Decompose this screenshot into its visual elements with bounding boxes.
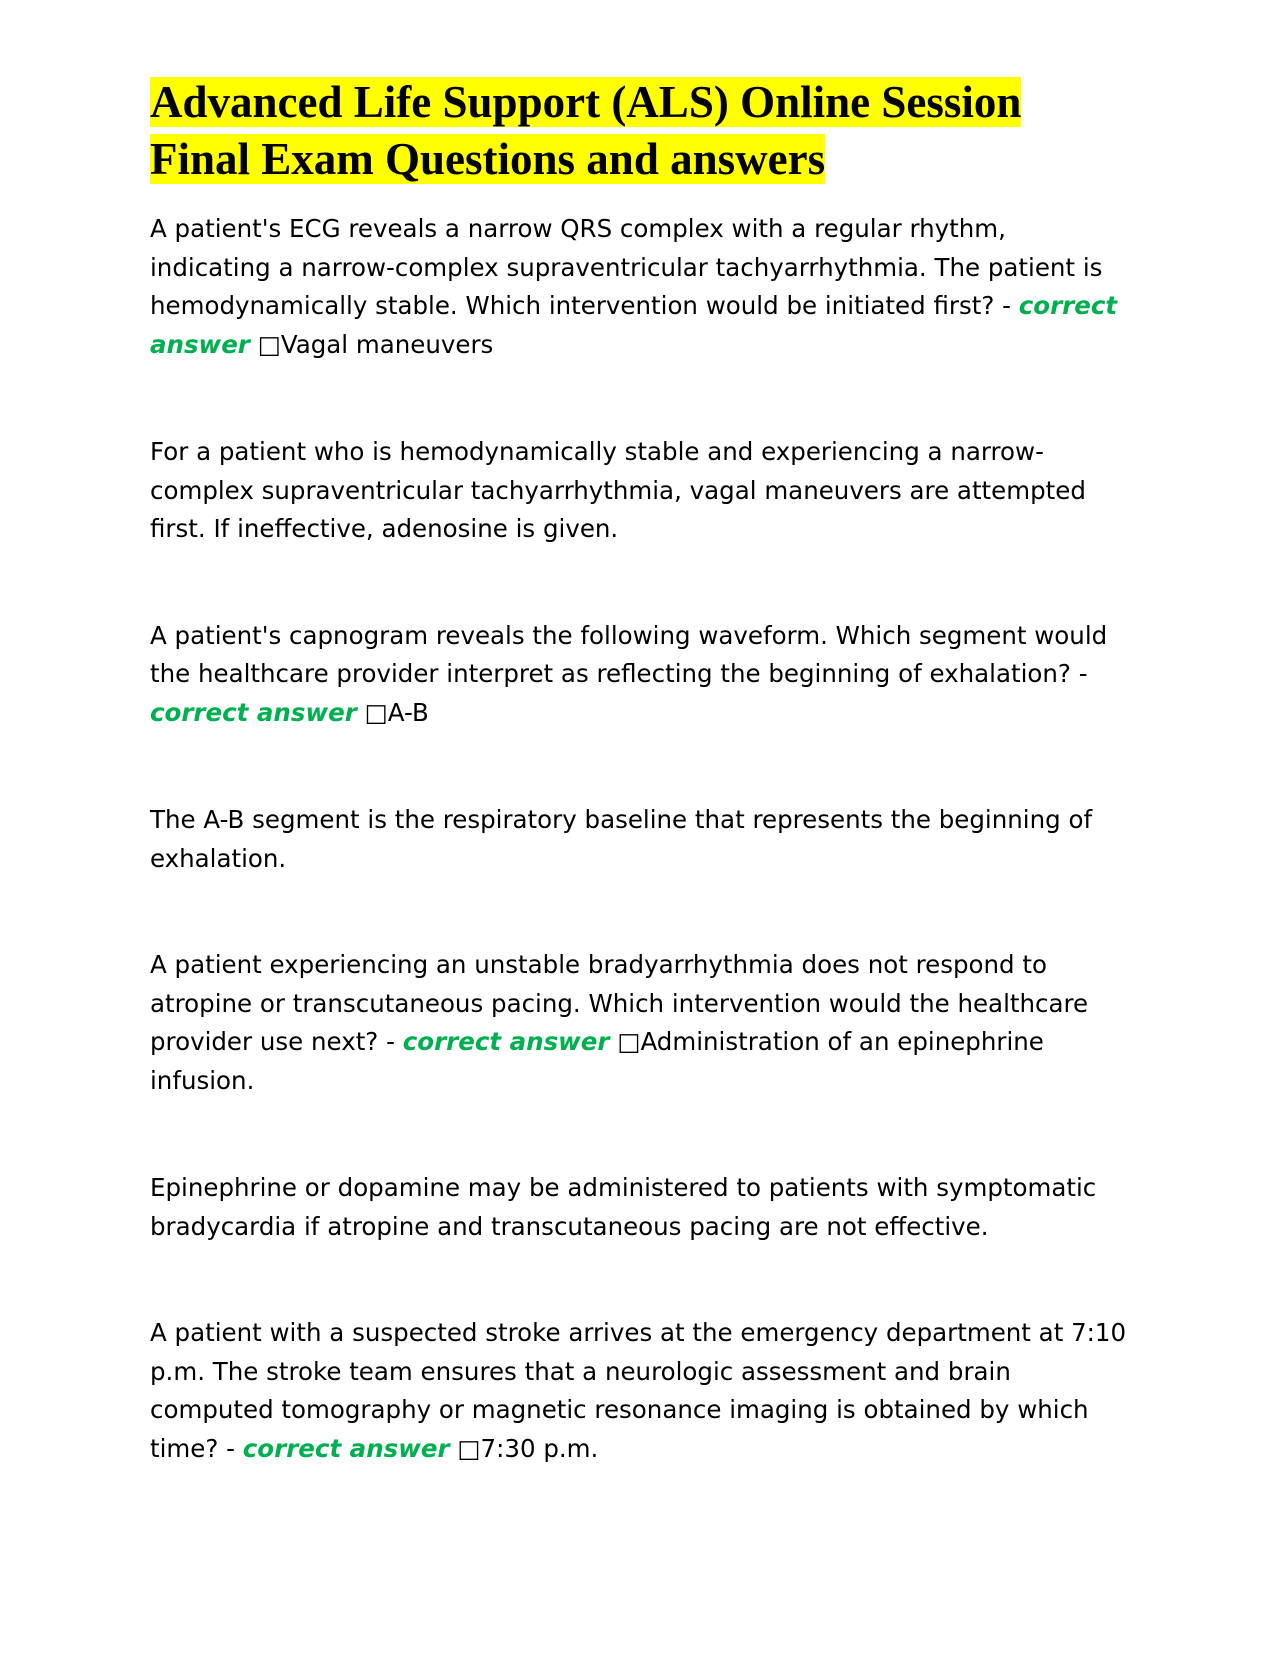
explanation-1: For a patient who is hemodynamically stable and experiencing a narrow-complex supraventricular tachyarrhythmia, vagal maneuvers are attempted first. If ineffective, adenosine is given. bbox=[150, 437, 1086, 543]
explanation-3: Epinephrine or dopamine may be administered to patients with symptomatic bradycardia if atropine and transcutaneous pacing are not effective. bbox=[150, 1173, 1097, 1241]
question-2 bbox=[150, 617, 1130, 733]
marker-icon: □ bbox=[364, 697, 388, 727]
document-page bbox=[150, 74, 1130, 1468]
question-3 bbox=[150, 946, 1130, 1100]
marker-icon: □ bbox=[617, 1027, 641, 1056]
question-text: A patient's ECG reveals a narrow QRS complex with a regular rhythm, indicating a narrow-complex supraventricular tachyarrhythmia. The patient is hemodynamically stable. Which intervention would be initiated first? - bbox=[150, 214, 1103, 320]
correct-answer-label: correct answer bbox=[402, 1027, 610, 1056]
question-1 bbox=[150, 210, 1130, 364]
answer-text: Vagal maneuvers bbox=[280, 329, 494, 359]
correct-answer-label: correct answer bbox=[242, 1433, 450, 1463]
answer-text: Administration of an epinephrine infusion. bbox=[150, 1027, 1044, 1095]
correct-answer-label: correct answer bbox=[150, 697, 357, 727]
question-text: A patient experiencing an unstable bradyarrhythmia does not respond to atropine or transcutaneous pacing. Which intervention would the healthcare provider use next? - bbox=[150, 950, 1089, 1056]
title-line-1: Advanced Life Support (ALS) Online Session bbox=[150, 77, 1022, 127]
question-text: A patient with a suspected stroke arrives at the emergency department at 7:10 p.m. The stroke team ensures that a neurologic assessment and brain computed tomography or magnetic resonance imaging is obtained by which time? - bbox=[150, 1318, 1127, 1463]
answer-text: 7:30 p.m. bbox=[480, 1433, 599, 1463]
question-4 bbox=[150, 1314, 1130, 1468]
document-title bbox=[150, 74, 1130, 188]
answer-text: A-B bbox=[387, 697, 429, 727]
explanation-2: The A-B segment is the respiratory baseline that represents the beginning of exhalation. bbox=[150, 805, 1093, 873]
correct-answer-label: correct answer bbox=[150, 291, 1118, 359]
marker-icon: □ bbox=[457, 1433, 481, 1463]
question-text: A patient's capnogram reveals the following waveform. Which segment would the healthcare provider interpret as reflecting the beginning of exhalation? - bbox=[150, 620, 1108, 688]
marker-icon: □ bbox=[257, 329, 281, 359]
title-line-2: Final Exam Questions and answers bbox=[150, 134, 826, 184]
